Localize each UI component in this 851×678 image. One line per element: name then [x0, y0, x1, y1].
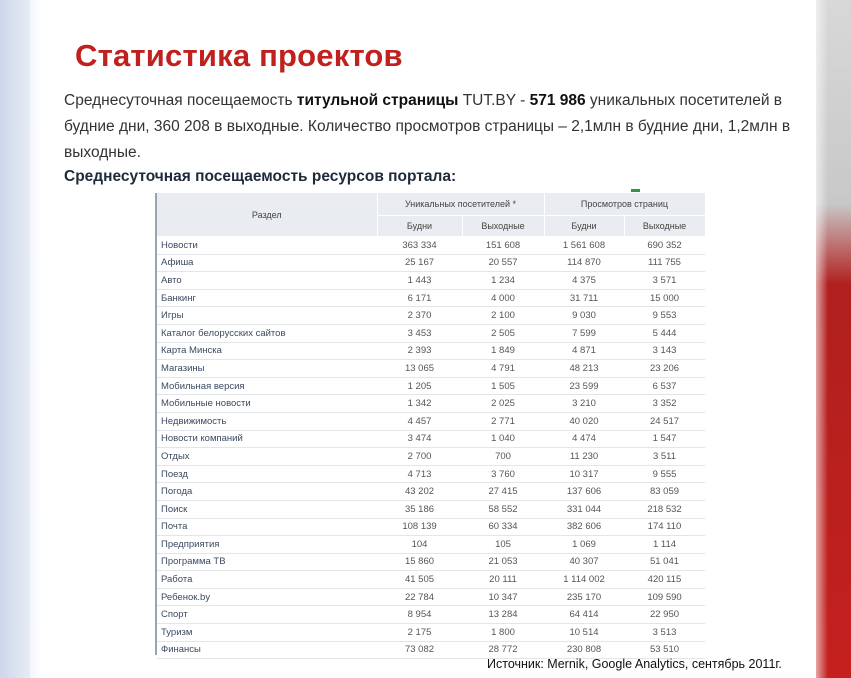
row-unique-weekdays: 43 202 — [377, 483, 462, 501]
intro-text-3: уникальных посетителей в будние дни, 360 208 в выходные. Количество просмотров страницы – 2,1млн в будние дни, 1,2млн в выходные. — [64, 92, 791, 161]
row-views-weekend: 1 547 — [624, 430, 705, 448]
table-subheading: Среднесуточная посещаемость ресурсов портала: — [64, 168, 457, 185]
row-unique-weekdays: 108 139 — [377, 518, 462, 536]
row-unique-weekend: 1 040 — [462, 430, 544, 448]
intro-paragraph — [64, 88, 814, 166]
row-section-name: Игры — [157, 307, 377, 325]
table-row — [157, 324, 705, 342]
row-unique-weekend: 2 025 — [462, 395, 544, 413]
row-unique-weekend: 28 772 — [462, 641, 544, 659]
row-views-weekdays: 114 870 — [544, 254, 624, 272]
row-views-weekdays: 10 317 — [544, 465, 624, 483]
row-unique-weekend: 60 334 — [462, 518, 544, 536]
header-views-weekdays: Будни — [544, 216, 624, 237]
table-row — [157, 360, 705, 378]
row-section-name: Мобильные новости — [157, 395, 377, 413]
row-section-name: Новости компаний — [157, 430, 377, 448]
slide-title: Статистика проектов — [75, 38, 403, 73]
row-views-weekend: 3 571 — [624, 272, 705, 290]
row-section-name: Новости — [157, 237, 377, 255]
row-views-weekdays: 1 561 608 — [544, 237, 624, 255]
row-section-name: Поиск — [157, 500, 377, 518]
row-section-name: Отдых — [157, 448, 377, 466]
row-views-weekdays: 40 307 — [544, 553, 624, 571]
row-unique-weekdays: 1 205 — [377, 377, 462, 395]
row-section-name: Программа ТВ — [157, 553, 377, 571]
table-row — [157, 289, 705, 307]
row-views-weekdays: 48 213 — [544, 360, 624, 378]
row-views-weekdays: 11 230 — [544, 448, 624, 466]
row-views-weekdays: 31 711 — [544, 289, 624, 307]
row-views-weekdays: 4 871 — [544, 342, 624, 360]
row-unique-weekdays: 2 370 — [377, 307, 462, 325]
row-unique-weekdays: 6 171 — [377, 289, 462, 307]
row-unique-weekdays: 2 175 — [377, 624, 462, 642]
row-views-weekend: 9 553 — [624, 307, 705, 325]
row-views-weekdays: 230 808 — [544, 641, 624, 659]
row-views-weekend: 22 950 — [624, 606, 705, 624]
row-section-name: Авто — [157, 272, 377, 290]
row-views-weekdays: 1 069 — [544, 536, 624, 554]
row-unique-weekdays: 22 784 — [377, 588, 462, 606]
row-unique-weekend: 21 053 — [462, 553, 544, 571]
table-row — [157, 412, 705, 430]
row-unique-weekdays: 2 700 — [377, 448, 462, 466]
row-unique-weekend: 58 552 — [462, 500, 544, 518]
row-views-weekdays: 23 599 — [544, 377, 624, 395]
row-views-weekdays: 7 599 — [544, 324, 624, 342]
table-row — [157, 588, 705, 606]
row-views-weekdays: 382 606 — [544, 518, 624, 536]
row-views-weekdays: 331 044 — [544, 500, 624, 518]
row-views-weekend: 51 041 — [624, 553, 705, 571]
row-unique-weekend: 20 557 — [462, 254, 544, 272]
row-unique-weekend: 700 — [462, 448, 544, 466]
table-row — [157, 307, 705, 325]
right-decorative-bar — [816, 0, 851, 678]
intro-bold-1: титульной страницы — [296, 92, 459, 109]
intro-bold-2: 571 986 — [529, 92, 586, 109]
row-unique-weekdays: 4 713 — [377, 465, 462, 483]
row-views-weekend: 3 352 — [624, 395, 705, 413]
row-views-weekend: 3 513 — [624, 624, 705, 642]
table-row — [157, 448, 705, 466]
row-section-name: Магазины — [157, 360, 377, 378]
table-row — [157, 483, 705, 501]
row-unique-weekend: 1 234 — [462, 272, 544, 290]
row-views-weekend: 9 555 — [624, 465, 705, 483]
row-section-name: Спорт — [157, 606, 377, 624]
row-views-weekend: 3 511 — [624, 448, 705, 466]
row-views-weekend: 83 059 — [624, 483, 705, 501]
table-row — [157, 237, 705, 255]
row-unique-weekend: 27 415 — [462, 483, 544, 501]
row-views-weekend: 3 143 — [624, 342, 705, 360]
stats-table-container — [155, 193, 705, 655]
row-unique-weekdays: 2 393 — [377, 342, 462, 360]
row-unique-weekdays: 363 334 — [377, 237, 462, 255]
row-unique-weekdays: 35 186 — [377, 500, 462, 518]
row-unique-weekdays: 13 065 — [377, 360, 462, 378]
row-unique-weekdays: 4 457 — [377, 412, 462, 430]
row-views-weekdays: 1 114 002 — [544, 571, 624, 589]
left-bar-stripe — [0, 0, 30, 678]
row-views-weekend: 24 517 — [624, 412, 705, 430]
table-row — [157, 272, 705, 290]
header-unique-weekend: Выходные — [462, 216, 544, 237]
row-unique-weekdays: 73 082 — [377, 641, 462, 659]
row-views-weekdays: 3 210 — [544, 395, 624, 413]
table-row — [157, 254, 705, 272]
row-unique-weekend: 3 760 — [462, 465, 544, 483]
intro-text-1: Среднесуточная посещаемость — [64, 92, 297, 109]
row-views-weekend: 690 352 — [624, 237, 705, 255]
row-unique-weekdays: 8 954 — [377, 606, 462, 624]
header-unique-weekdays: Будни — [377, 216, 462, 237]
table-row — [157, 395, 705, 413]
row-unique-weekend: 151 608 — [462, 237, 544, 255]
row-views-weekend: 218 532 — [624, 500, 705, 518]
table-row — [157, 377, 705, 395]
row-section-name: Мобильная версия — [157, 377, 377, 395]
row-section-name: Работа — [157, 571, 377, 589]
table-body — [157, 237, 705, 659]
row-unique-weekend: 2 505 — [462, 324, 544, 342]
row-views-weekend: 23 206 — [624, 360, 705, 378]
row-unique-weekend: 4 791 — [462, 360, 544, 378]
row-views-weekend: 5 444 — [624, 324, 705, 342]
table-row — [157, 571, 705, 589]
table-row — [157, 465, 705, 483]
row-section-name: Туризм — [157, 624, 377, 642]
header-page-views: Просмотров страниц — [544, 193, 705, 216]
row-views-weekdays: 4 375 — [544, 272, 624, 290]
row-section-name: Ребенок.by — [157, 588, 377, 606]
row-section-name: Банкинг — [157, 289, 377, 307]
row-unique-weekend: 13 284 — [462, 606, 544, 624]
row-views-weekend: 111 755 — [624, 254, 705, 272]
row-unique-weekend: 2 771 — [462, 412, 544, 430]
row-unique-weekend: 105 — [462, 536, 544, 554]
row-views-weekdays: 64 414 — [544, 606, 624, 624]
left-decorative-bar — [0, 0, 42, 678]
row-views-weekdays: 40 020 — [544, 412, 624, 430]
row-unique-weekend: 2 100 — [462, 307, 544, 325]
row-views-weekdays: 4 474 — [544, 430, 624, 448]
row-views-weekdays: 9 030 — [544, 307, 624, 325]
row-views-weekdays: 10 514 — [544, 624, 624, 642]
table-row — [157, 553, 705, 571]
row-section-name: Поезд — [157, 465, 377, 483]
row-section-name: Карта Минска — [157, 342, 377, 360]
header-unique-visitors: Уникальных посетителей * — [377, 193, 544, 216]
header-section: Раздел — [157, 193, 377, 237]
row-unique-weekend: 20 111 — [462, 571, 544, 589]
row-unique-weekend: 4 000 — [462, 289, 544, 307]
table-row — [157, 606, 705, 624]
row-unique-weekend: 1 505 — [462, 377, 544, 395]
row-section-name: Недвижимость — [157, 412, 377, 430]
green-marker — [631, 189, 640, 192]
row-unique-weekdays: 1 342 — [377, 395, 462, 413]
row-views-weekend: 1 114 — [624, 536, 705, 554]
row-views-weekdays: 137 606 — [544, 483, 624, 501]
row-section-name: Финансы — [157, 641, 377, 659]
table-row — [157, 536, 705, 554]
table-row — [157, 518, 705, 536]
row-unique-weekdays: 3 453 — [377, 324, 462, 342]
row-unique-weekdays: 41 505 — [377, 571, 462, 589]
row-unique-weekdays: 25 167 — [377, 254, 462, 272]
row-section-name: Каталог белорусских сайтов — [157, 324, 377, 342]
row-section-name: Предприятия — [157, 536, 377, 554]
table-row — [157, 430, 705, 448]
row-views-weekdays: 235 170 — [544, 588, 624, 606]
row-views-weekend: 420 115 — [624, 571, 705, 589]
row-views-weekend: 109 590 — [624, 588, 705, 606]
row-section-name: Почта — [157, 518, 377, 536]
row-unique-weekend: 1 849 — [462, 342, 544, 360]
row-unique-weekdays: 15 860 — [377, 553, 462, 571]
row-unique-weekdays: 3 474 — [377, 430, 462, 448]
row-unique-weekdays: 104 — [377, 536, 462, 554]
row-views-weekend: 6 537 — [624, 377, 705, 395]
row-unique-weekend: 1 800 — [462, 624, 544, 642]
row-section-name: Погода — [157, 483, 377, 501]
stats-table — [157, 193, 706, 659]
row-views-weekend: 174 110 — [624, 518, 705, 536]
row-views-weekend: 15 000 — [624, 289, 705, 307]
table-row — [157, 342, 705, 360]
row-unique-weekend: 10 347 — [462, 588, 544, 606]
table-row — [157, 500, 705, 518]
row-views-weekend: 53 510 — [624, 641, 705, 659]
row-section-name: Афиша — [157, 254, 377, 272]
header-views-weekend: Выходные — [624, 216, 705, 237]
source-note: Источник: Mernik, Google Analytics, сентябрь 2011г. — [487, 657, 782, 671]
row-unique-weekdays: 1 443 — [377, 272, 462, 290]
intro-text-2: TUT.BY - — [458, 92, 530, 109]
table-row — [157, 624, 705, 642]
